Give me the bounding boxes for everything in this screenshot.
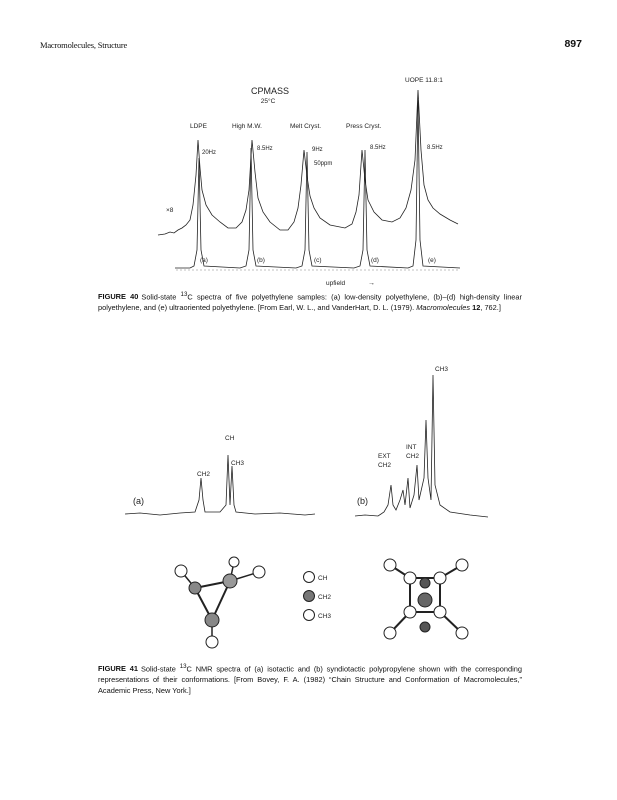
legend-ch-icon	[304, 572, 315, 583]
caption-label: FIGURE 41	[98, 664, 138, 674]
legend-ch3-label: CH3	[318, 613, 332, 620]
caption-text: Solid-state	[141, 292, 181, 302]
spectrum-a-ch-label: CH	[225, 435, 235, 442]
sample-label-c: Melt Cryst.	[290, 123, 322, 130]
sample-label-a: LDPE	[190, 123, 207, 130]
syndiotactic-model	[384, 559, 468, 639]
caption-journal: Macromolecules	[416, 303, 471, 313]
fig41-legend	[304, 572, 332, 621]
fig40-top-label: UOPE 11.8:1	[405, 77, 443, 84]
caption-text: Solid-state	[140, 664, 180, 674]
fig40-temperature: 25°C	[260, 98, 276, 105]
page-number: 897	[564, 38, 582, 50]
caption-text: , 762.]	[480, 303, 501, 313]
caption-label: FIGURE 40	[98, 292, 139, 302]
legend-ch-label: CH	[318, 575, 328, 582]
spectrum-a-panel: (a)	[133, 496, 144, 506]
linewidth-c: 9Hz	[312, 147, 323, 153]
linewidth-a: 20Hz	[202, 150, 217, 156]
figure-41-caption	[98, 662, 522, 696]
spectrum-b-ext-ch2-label: CH2	[378, 462, 392, 469]
legend-ch2-icon	[304, 591, 315, 602]
sample-label-d: Press Cryst.	[346, 123, 382, 130]
scale-label: 50ppm	[314, 161, 333, 167]
caption-text: C spectra of five polyethylene samples: (a) low-density polyethylene, (b)–(d) high-density linear polyethylene, and (e) ultraoriented polyethylene. [From Earl, W. L., and VanderHart, D. L. (1979).	[98, 292, 522, 313]
isotactic-model	[175, 557, 265, 648]
spectrum-b-ch3-label: CH3	[435, 366, 449, 373]
spectrum-b-panel: (b)	[357, 496, 368, 506]
axis-label: upfield	[326, 280, 346, 287]
spectrum-b-ext-label: EXT	[378, 453, 391, 460]
spectrum-b-int-label: INT	[406, 444, 417, 451]
running-title: Macromolecules, Structure	[40, 40, 128, 50]
panel-label-b: (b)	[257, 257, 265, 264]
spectrum-a-ch3-label: CH3	[231, 460, 245, 467]
spectrum-a-trace	[125, 455, 315, 515]
panel-label-a: (a)	[200, 257, 208, 264]
linewidth-d: 8.5Hz	[370, 145, 386, 151]
sample-label-b: High M.W.	[232, 123, 262, 130]
spectrum-b-trace	[355, 375, 488, 517]
panel-label-c: (c)	[314, 257, 322, 264]
linewidth-b: 8.5Hz	[257, 146, 273, 152]
panel-label-e: (e)	[428, 257, 436, 264]
caption-superscript: 13	[180, 291, 188, 298]
caption-text: C NMR spectra of (a) isotactic and (b) syndiotactic polypropylene shown with the corresponding representations of their conformations. [From Bovey, F. A. (1982) “Chain Structure and Conformation of Macromolecules,” Academic Press, New York.]	[98, 664, 522, 695]
spectrum-b-int-ch2-label: CH2	[406, 453, 420, 460]
legend-ch2-label: CH2	[318, 594, 332, 601]
caption-superscript: 13	[179, 663, 187, 670]
linewidth-e: 8.5Hz	[427, 145, 443, 151]
spectrum-a-ch2-label: CH2	[197, 471, 211, 478]
caption-volume: 12	[472, 303, 481, 313]
vertical-scale: ×8	[166, 207, 174, 214]
axis-arrow: →	[368, 280, 375, 287]
panel-label-d: (d)	[371, 257, 379, 264]
legend-ch3-icon	[304, 610, 315, 621]
fig40-title: CPMASS	[250, 86, 290, 96]
